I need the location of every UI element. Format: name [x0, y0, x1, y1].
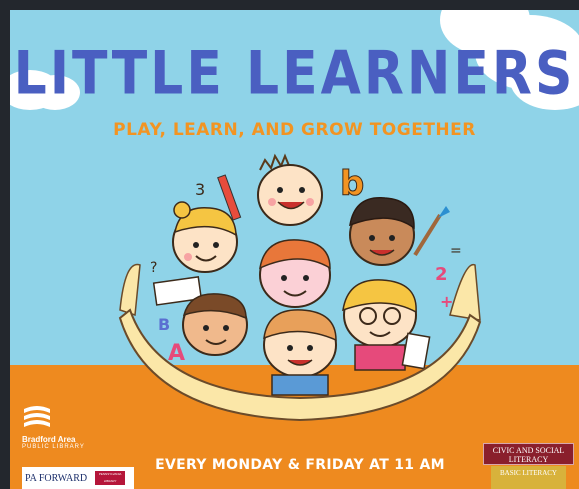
event-poster: [10, 10, 579, 489]
library-logo[interactable]: [22, 403, 102, 450]
kid-center-redhead: [260, 240, 330, 307]
library-logo-icon: [22, 403, 52, 431]
svg-text:A: A: [168, 341, 186, 366]
pa-forward-text: PA FORWARD: [25, 472, 88, 484]
svg-text:2: 2: [435, 264, 448, 285]
kid-bottom-left: [183, 294, 247, 355]
kid-bottom-center: [264, 310, 336, 395]
svg-text:=: =: [450, 243, 462, 259]
kid-right-curly: [350, 198, 414, 265]
pa-forward-logo[interactable]: [22, 467, 134, 489]
svg-text:+: +: [440, 292, 454, 311]
library-name: Bradford Area: [22, 435, 76, 444]
poster-title: LITTLE LEARNERS: [13, 39, 576, 109]
event-schedule: EVERY MONDAY & FRIDAY AT 11 AM: [155, 457, 445, 473]
kid-top-center: [258, 156, 322, 225]
svg-text:3: 3: [195, 180, 206, 199]
kid-left-girl: [173, 202, 237, 272]
window-top-bar: [0, 0, 579, 10]
poster-subtitle: PLAY, LEARN, AND GROW TOGETHER: [113, 120, 476, 140]
svg-text:?: ?: [150, 260, 158, 276]
basic-literacy-badge: BASIC LITERACY: [491, 466, 566, 489]
svg-text:b: b: [340, 164, 365, 204]
pa-library-association-badge: PENNSYLVANIA LIBRARY ASSOCIATION: [95, 471, 125, 485]
svg-text:B: B: [158, 315, 171, 334]
civic-social-literacy-badge: CIVIC AND SOCIAL LITERACY: [483, 443, 574, 465]
library-subname: PUBLIC LIBRARY: [22, 444, 85, 450]
